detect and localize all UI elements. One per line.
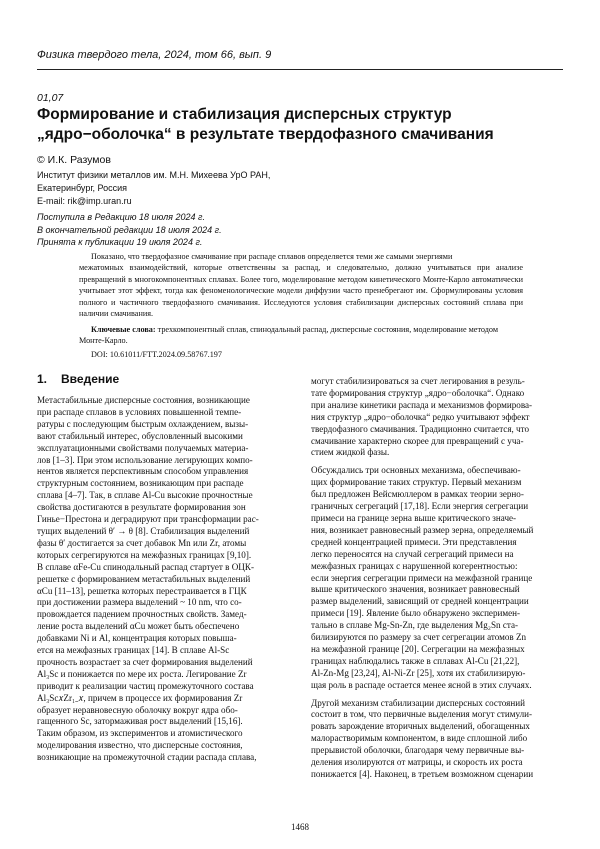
- text-line: щих формирование таких структур. Первый механизм: [311, 477, 522, 488]
- text-line: нентов является перспективным способом управления: [37, 466, 249, 477]
- affiliation: [37, 169, 270, 208]
- abstract-line: Показано, что твердофазное смачивание при распаде сплавов определяется теми же самыми энергиями: [91, 252, 453, 261]
- text-line: малорастворимым компонентом, в виде сплошной либо: [311, 733, 528, 744]
- article-title: [37, 105, 563, 145]
- text-line: при распаде сплавов в условиях повышенной темпе-: [37, 406, 242, 417]
- text-line: тате формирования структур „ядро−оболочка“. Однако: [311, 387, 525, 398]
- text-line: свойства достигаются в результате формирования зон: [37, 502, 246, 513]
- publication-dates: [37, 211, 222, 249]
- text-line: размер выделений, зависящий от средней концентрации: [311, 596, 529, 607]
- text-line: образует неравновесную оболочку вокруг ядра обо-: [37, 704, 238, 715]
- section-title: Введение: [61, 372, 120, 386]
- text-line: состоит в том, что первичные выделения могут стимули-: [311, 709, 533, 720]
- text-line: которых сегрегируются на межфазных границах [9,10].: [37, 549, 252, 560]
- text-line: примеси [19]. Явление было обнаружено эксперимен-: [311, 608, 521, 619]
- text-line: примеси на границе зерна выше критического значе-: [311, 512, 517, 523]
- text-line: понижается [4]. Наконец, в третьем возможном сценарии: [311, 769, 534, 779]
- text-line: сплава [4–7]. Так, в сплаве Al-Cu высокие прочностные: [37, 490, 253, 501]
- revised-date: В окончательной редакции 18 июля 2024 г.: [37, 224, 222, 235]
- text-line: αCu [11–13], решетка которых перестраивается в ГЦК: [37, 585, 247, 596]
- text-line: добавками Ni и Al, концентрация которых повыша-: [37, 633, 237, 644]
- abstract: [79, 251, 523, 319]
- abstract-line: анализе превращений в многокомпонентных сплавах. Более того, моделирование методом кинетического: [79, 263, 524, 284]
- text-line: ния структур „ядро−оболочка“ редко учитывают эффект: [311, 411, 530, 422]
- accepted-date: Принята к публикации 19 июля 2024 г.: [37, 237, 203, 247]
- page-number: 1468: [291, 822, 309, 832]
- text-line: на межфазной границе [20]. Сегрегации на межфазных: [311, 643, 525, 654]
- text-line: решетке с формированием метастабильных выделений: [37, 573, 251, 584]
- journal-header: Физика твердого тела, 2024, том 66, вып. 9: [37, 49, 272, 61]
- text-line: Al₃Sc𝑥Zr₁₋𝑥, причем в процессе их формирования Zr: [37, 692, 243, 703]
- text-line: Обсуждались три основных механизма, обеспечиваю-: [311, 465, 521, 476]
- text-line: щая роль в распаде остается менее ясной в этих случаях.: [311, 679, 532, 690]
- text-line: вают стабильный интерес, обусловленный высокими: [37, 430, 243, 441]
- text-line: структурным состоянием, возникающим при распаде: [37, 478, 244, 489]
- text-line: гащенного Sc, затормаживая рост выделений [15,16].: [37, 716, 243, 727]
- text-line: Метастабильные дисперсные состояния, возникающие: [37, 395, 250, 405]
- text-line: Другой механизм стабилизации дисперсных состояний: [311, 697, 525, 708]
- text-line: Таким образом, из экспериментов и атомистического: [37, 728, 243, 739]
- left-column: [37, 395, 289, 764]
- text-line: если энергия сегрегации примеси на межфазной границе: [311, 572, 533, 583]
- section-number: 1.: [37, 372, 48, 386]
- abstract-line: условия стабилизации дисперсных состояний сплава при наличии смачивания.: [79, 297, 523, 319]
- section-heading: [37, 372, 119, 386]
- text-line: билизируются по размеру за счет сегрегации атомов Zn: [311, 632, 527, 643]
- text-line: смачивание характерно скорее для превращений с уча-: [311, 435, 524, 446]
- article-code: 01,07: [37, 92, 64, 104]
- text-line: провождается падением прочностных свойств. Замед-: [37, 609, 247, 620]
- abstract-line: пренебрегают им. Сформулированы условия полного и частичного твердофазного смачивания. Исследуются: [79, 286, 523, 307]
- text-line: ление роста выделений αCu может быть обеспечено: [37, 621, 240, 632]
- text-line: граничных сегрегаций [17,18]. Если энергия сегрегации: [311, 501, 529, 512]
- text-line: Al-Zn-Mg [23,24], Al-Ni-Zr [25], хотя их стабилизирую-: [311, 667, 526, 678]
- text-line: легко переносятся на случай сегрегаций примеси на: [311, 548, 514, 559]
- text-line: тально в сплаве Mg-Sn-Zn, где выделения Mg₂Sn ста-: [311, 620, 519, 631]
- text-line: приводит к реализации частиц промежуточного состава: [37, 680, 254, 691]
- keywords-text: трехкомпонентный сплав, спинодальный распад, дисперсные состояния, моделирование методом Монте-Карло.: [79, 325, 499, 346]
- text-line: тущих выделений θ′ → θ [8]. Стабилизация выделений: [37, 525, 250, 536]
- text-line: ется на межфазных границах [14]. В сплаве Al-Sc: [37, 645, 230, 656]
- title-line-2: „ядро−оболочка“ в результате твердофазного смачивания: [37, 126, 494, 143]
- text-line: эксплуатационными свойствами получаемых материа-: [37, 442, 249, 453]
- email[interactable]: E-mail: rik@imp.uran.ru: [37, 196, 132, 206]
- header-rule: [37, 69, 563, 70]
- text-line: Гинье−Престона и деградируют при трансформации рас-: [37, 514, 259, 525]
- text-line: при анализе кинетики распада и механизмов формирова-: [311, 399, 533, 410]
- title-line-1: Формирование и стабилизация дисперсных структур: [37, 106, 452, 123]
- text-line: могут стабилизироваться за счет легирования в резуль-: [311, 376, 525, 386]
- text-line: границах наблюдались также в сплавах Al-Cu [21,22],: [311, 655, 520, 666]
- text-line: В сплаве αFe-Cu спинодальный распад стартует в ОЦК-: [37, 561, 254, 572]
- text-line: фазы θ′ достигается за счет добавок Mn или Zr, атомы: [37, 537, 247, 548]
- text-line: моделирования известно, что дисперсные состояния,: [37, 740, 243, 751]
- text-line: прерывистой оболочки, благодаря чему первичные вы-: [311, 745, 525, 756]
- text-line: возникающие на промежуточной стадии распада сплава,: [37, 752, 257, 763]
- text-line: твердофазного смачивания. Традиционно считается, что: [311, 423, 530, 434]
- received-date: Поступила в Редакцию 18 июля 2024 г.: [37, 212, 205, 222]
- text-line: межфазных границах с нарушенной когерентностью:: [311, 560, 518, 571]
- text-line: прочность возрастает за счет формирования выделений: [37, 656, 253, 667]
- right-column: [311, 376, 563, 781]
- affiliation-line: Екатеринбург, Россия: [37, 183, 128, 193]
- text-line: лов [1–3]. При этом использование легирующих компо-: [37, 454, 253, 465]
- text-line: ровать зарождение вторичных выделений, обогащенных: [311, 721, 530, 732]
- text-line: стием жидкой фазы.: [311, 447, 390, 458]
- text-line: при достижении размера выделений ~ 10 nm, что со-: [37, 597, 242, 608]
- keywords: [79, 324, 523, 347]
- text-line: выше критического значения, возникает равновесный: [311, 584, 520, 595]
- doi[interactable]: DOI: 10.61011/FTT.2024.09.58767.197: [91, 350, 222, 359]
- affiliation-line: Институт физики металлов им. М.Н. Михеева УрО РАН,: [37, 170, 271, 180]
- text-line: деления изолируются от матрицы, и скорость их роста: [311, 757, 523, 768]
- abstract-line: межатомных взаимодействий, которые ответственны за распад, и следовательно, должно учитываться при: [79, 263, 490, 273]
- text-line: Al₃Sc и понижается по мере их роста. Легирование Zr: [37, 668, 247, 679]
- text-line: ния, возникает равновесный размер зерна, определяемый: [311, 524, 534, 535]
- text-line: ратуры с последующим быстрым охлаждением, вызы-: [37, 418, 249, 429]
- keywords-label: Ключевые слова:: [91, 325, 156, 334]
- text-line: средней концентрацией примеси. Эти представления: [311, 536, 517, 547]
- abstract-line: Монте-Карло автоматически учитывает этот эффект, тогда как феноменологические модели диффузии часто: [79, 274, 523, 296]
- author: © И.К. Разумов: [37, 154, 111, 166]
- text-line: был предложен Вейсмюллером в рамках теории зерно-: [311, 489, 524, 500]
